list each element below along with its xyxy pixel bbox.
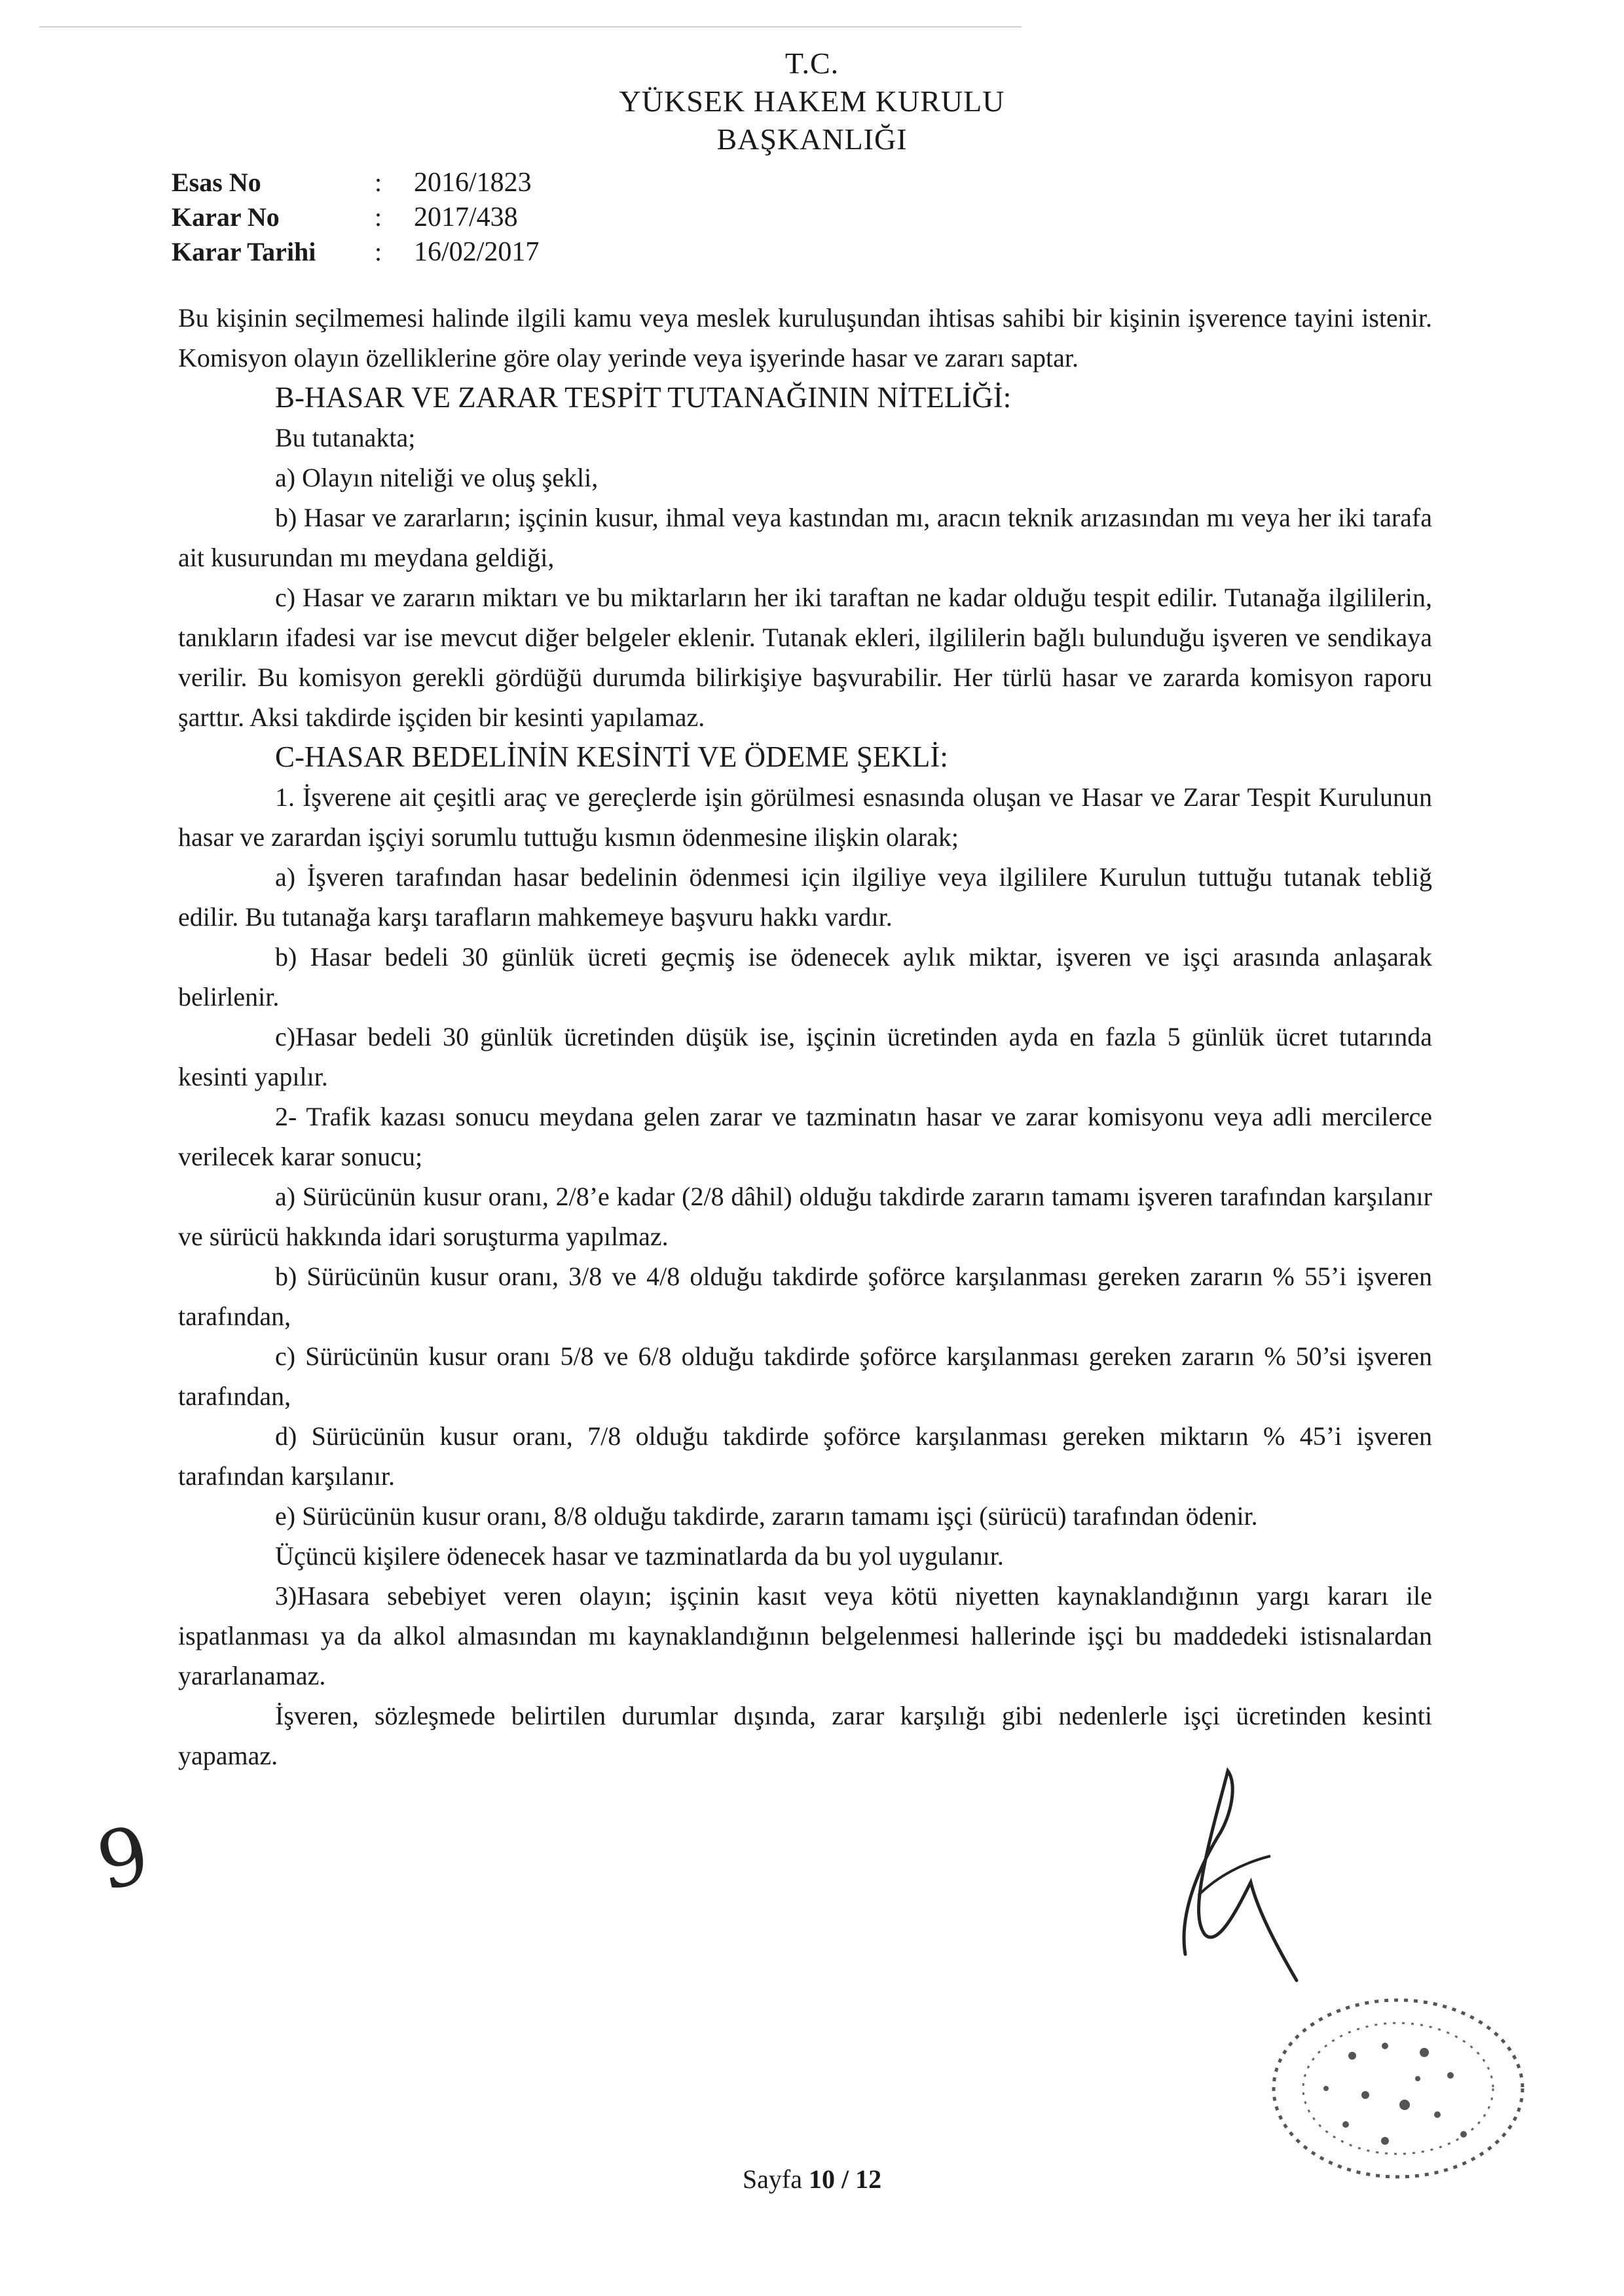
meta-value: 2016/1823 — [414, 168, 532, 198]
paragraph: a) İşveren tarafından hasar bedelinin ödenmesi için ilgiliye veya ilgililere Kurulun tuttuğu tutanak tebliğ edilir. Bu tutanağa karşı tarafların mahkemeye başvuru hakkı vardır. — [178, 862, 1432, 932]
paragraph: c) Sürücünün kusur oranı 5/8 ve 6/8 olduğu takdirde şoförce karşılanması gereken zararın % 50’si işveren tarafından, — [178, 1341, 1432, 1411]
paragraph: 2- Trafik kazası sonucu meydana gelen zarar ve tazminatın hasar ve zarar komisyonu veya adli mercilerce verilecek karar sonucu; — [178, 1102, 1432, 1171]
meta-esas-no: Esas No : 2016/1823 — [172, 168, 532, 198]
official-stamp-icon — [1254, 1984, 1529, 2180]
meta-key: Karar Tarihi — [172, 237, 316, 266]
document-body — [178, 298, 1432, 1776]
scan-top-line — [39, 26, 1022, 27]
paragraph: c)Hasar bedeli 30 günlük ücretinden düşük ise, işçinin ücretinden ayda en fazla 5 günlük ücret tutarında kesinti yapılır. — [178, 1022, 1432, 1091]
page-current: 10 — [808, 2164, 835, 2194]
meta-karar-no: Karar No : 2017/438 — [172, 202, 518, 232]
page-number — [0, 2164, 1624, 2195]
paragraph: d) Sürücünün kusur oranı, 7/8 olduğu takdirde şoförce karşılanması gereken miktarın % 45’i işveren tarafından karşılanır. — [178, 1421, 1432, 1491]
paragraph: e) Sürücünün kusur oranı, 8/8 olduğu takdirde, zararın tamamı işçi (sürücü) tarafından ödenir. — [275, 1501, 1258, 1531]
meta-value: 2017/438 — [414, 202, 518, 232]
page-total: 12 — [855, 2164, 882, 2194]
meta-karar-tarihi: Karar Tarihi : 16/02/2017 — [172, 237, 540, 267]
paragraph: 3)Hasara sebebiyet veren olayın; işçinin kasıt veya kötü niyetten kaynaklandığının yargı kararı ile ispatlanması ya da alkol almasından mı kaynaklandığının belgelenmesi hallerinde işçi bu maddedeki istisnalardan yararlanamaz. — [178, 1581, 1432, 1690]
paragraph: a) Sürücünün kusur oranı, 2/8’e kadar (2/8 dâhil) olduğu takdirde zararın tamamı işveren tarafından karşılanır ve sürücü hakkında idari soruşturma yapılmaz. — [178, 1182, 1432, 1251]
paragraph: c) Hasar ve zararın miktarı ve bu miktarların her iki taraftan ne kadar olduğu tespit edilir. Tutanağa ilgililerin, tanıkların ifadesi var ise mevcut diğer belgeler eklenir. Tutanak ekleri, ilgililerin bağlı bulunduğu işveren ve sendikaya verilir. Bu komisyon gerekli gördüğü durumda bilirkişiye başvurabilir. Her türlü hasar ve zararda komisyon raporu şarttır. Aksi takdirde işçiden bir kesinti yapılamaz. — [178, 583, 1432, 732]
section-heading-c: C-HASAR BEDELİNİN KESİNTİ VE ÖDEME ŞEKLİ: — [275, 740, 948, 773]
paragraph: a) Olayın niteliği ve oluş şekli, — [275, 463, 599, 492]
handwritten-margin-note: 9 — [89, 1809, 157, 1909]
paragraph: İşveren, sözleşmede belirtilen durumlar dışında, zarar karşılığı gibi nedenlerle işçi ücretinden kesinti yapamaz. — [178, 1701, 1432, 1770]
paragraph: b) Hasar bedeli 30 günlük ücreti geçmiş ise ödenecek aylık miktar, işveren ve işçi arasında anlaşarak belirlenir. — [178, 942, 1432, 1011]
page-label: Sayfa — [742, 2164, 809, 2194]
section-heading-b: B-HASAR VE ZARAR TESPİT TUTANAĞININ NİTELİĞİ: — [275, 381, 1012, 414]
signature-icon — [1159, 1758, 1329, 1994]
paragraph: 1. İşverene ait çeşitli araç ve gereçlerde işin görülmesi esnasında oluşan ve Hasar ve Zarar Tespit Kurulunun hasar ve zarardan işçiyi sorumlu tuttuğu kısmın ödenmesine ilişkin olarak; — [178, 782, 1432, 852]
header-department: BAŞKANLIĞI — [716, 122, 908, 156]
paragraph: Bu kişinin seçilmemesi halinde ilgili kamu veya meslek kuruluşundan ihtisas sahibi bir kişinin işverence tayini istenir. Komisyon olayın özelliklerine göre olay yerinde veya işyerinde hasar ve zararı saptar. — [178, 303, 1432, 373]
meta-key: Karar No — [172, 202, 280, 232]
paragraph: Üçüncü kişilere ödenecek hasar ve tazminatlarda da bu yol uygulanır. — [275, 1541, 1004, 1571]
page-separator: / — [834, 2164, 856, 2194]
paragraph: b) Hasar ve zararların; işçinin kusur, ihmal veya kastından mı, aracın teknik arızasından mı veya her iki tarafa ait kusurundan mı meydana geldiği, — [178, 503, 1432, 572]
header-institution: YÜKSEK HAKEM KURULU — [619, 84, 1005, 118]
meta-key: Esas No — [172, 168, 261, 197]
header-tc: T.C. — [784, 46, 840, 80]
meta-value: 16/02/2017 — [414, 237, 540, 267]
paragraph: Bu tutanakta; — [275, 423, 416, 452]
paragraph: b) Sürücünün kusur oranı, 3/8 ve 4/8 olduğu takdirde şoförce karşılanması gereken zararın % 55’i işveren tarafından, — [178, 1262, 1432, 1331]
